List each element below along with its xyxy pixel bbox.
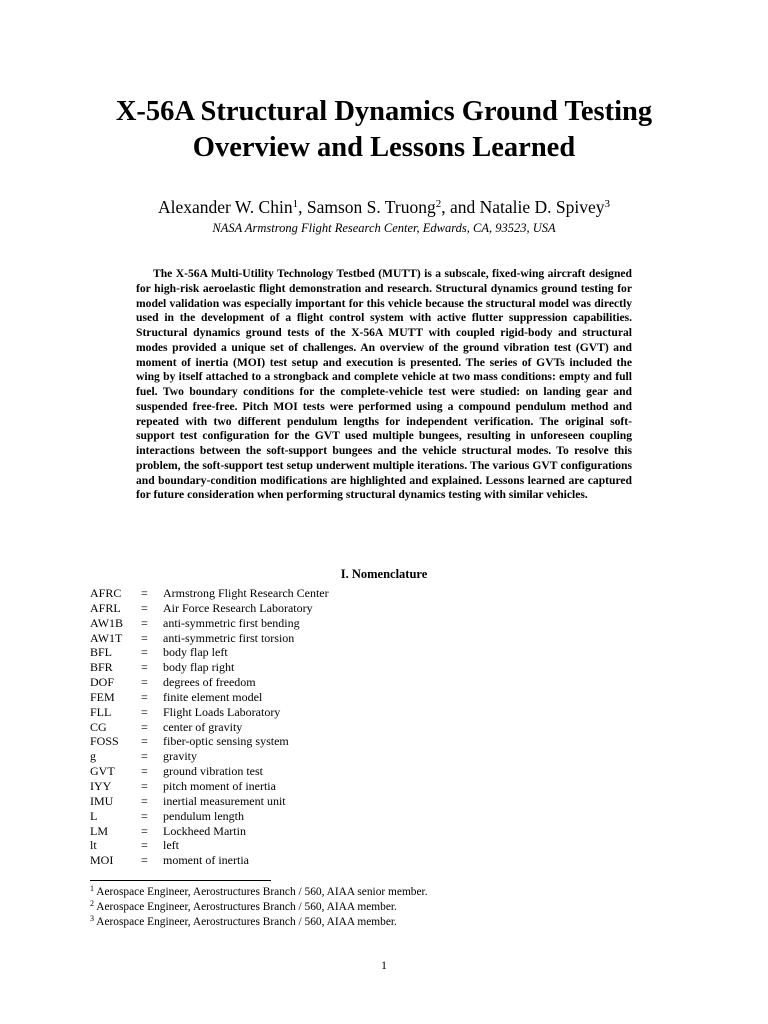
- nomenclature-row: [90, 645, 490, 660]
- nomenclature-list: [90, 586, 490, 868]
- nomenclature-definition: body flap left: [163, 645, 228, 660]
- nomenclature-equals: =: [141, 586, 148, 600]
- author-name: Natalie D. Spivey: [479, 197, 605, 217]
- footnote-mark: 3: [90, 914, 94, 923]
- nomenclature-row: [90, 779, 490, 794]
- nomenclature-abbreviation: GVT: [90, 764, 115, 779]
- nomenclature-definition: moment of inertia: [163, 853, 249, 868]
- nomenclature-definition: pitch moment of inertia: [163, 778, 276, 793]
- nomenclature-equals: =: [141, 645, 148, 660]
- nomenclature-equals: =: [141, 675, 148, 690]
- nomenclature-equals: =: [141, 689, 148, 704]
- nomenclature-row: [90, 601, 490, 616]
- nomenclature-equals: =: [141, 719, 148, 734]
- nomenclature-row: [90, 734, 490, 749]
- footnote: [90, 915, 590, 930]
- nomenclature-definition: anti-symmetric first torsion: [163, 630, 295, 645]
- nomenclature-definition: Lockheed Martin: [163, 823, 246, 838]
- nomenclature-abbreviation: DOF: [90, 675, 115, 690]
- nomenclature-row: [90, 749, 490, 764]
- section-heading-nomenclature: I. Nomenclature: [340, 567, 428, 581]
- nomenclature-definition: finite element model: [163, 689, 263, 704]
- author-affiliation: NASA Armstrong Flight Research Center, Edwards, CA, 93523, USA: [212, 221, 556, 235]
- abstract: The X-56A Multi-Utility Technology Testbed (MUTT) is a subscale, fixed-wing aircraft designed for high-risk aeroelastic flight demonstration and research. Structural dynamics ground testing for model validation was especially important for this vehicle because the structural model was directly used in the development of a flight control system with active flutter suppression capabilities. Structural dynamics ground tests of the X-56A MUTT with coupled rigid-body and structural modes provided a unique set of challenges. An overview of the ground vibration test (GVT) and moment of inertia (MOI) test setup and execution is presented. The series of GVTs included the wing by itself attached to a strongback and complete vehicle at two mass conditions: empty and full fuel. Two boundary conditions for the complete-vehicle test were studied: on landing gear and suspended free-free. Pitch MOI tests were performed using a compound pendulum method and repeated with two different pendulum lengths for independent verification. The original soft-support test configuration for the GVT used multiple bungees, resulting in unforeseen coupling interactions between the soft-support bungees and the vehicle structural modes. To resolve this problem, the soft-support test setup underwent multiple iterations. The various GVT configurations and boundary-condition modifications are highlighted and explained. Lessons learned are captured for future consideration when performing structural dynamics testing with similar vehicles.: [136, 267, 632, 502]
- nomenclature-equals: =: [141, 793, 148, 808]
- nomenclature-row: [90, 824, 490, 839]
- nomenclature-abbreviation: FEM: [90, 689, 115, 704]
- author-affiliation-mark: 1: [292, 198, 299, 210]
- author-name: Samson S. Truong: [306, 197, 436, 217]
- nomenclature-equals: =: [141, 734, 148, 749]
- nomenclature-abbreviation: IYY: [90, 778, 112, 793]
- author-separator: ,: [298, 197, 307, 217]
- nomenclature-equals: =: [141, 749, 148, 764]
- nomenclature-equals: =: [141, 764, 148, 779]
- nomenclature-abbreviation: FOSS: [90, 734, 119, 749]
- nomenclature-row: [90, 794, 490, 809]
- footnote-text: Aerospace Engineer, Aerostructures Branch / 560, AIAA member.: [94, 916, 397, 928]
- nomenclature-row: [90, 586, 490, 601]
- nomenclature-abbreviation: MOI: [90, 853, 114, 868]
- nomenclature-abbreviation: LM: [90, 823, 108, 838]
- nomenclature-definition: degrees of freedom: [163, 675, 256, 690]
- nomenclature-equals: =: [141, 630, 148, 645]
- footnote: [90, 900, 590, 915]
- author-separator: , and: [441, 197, 480, 217]
- nomenclature-row: [90, 616, 490, 631]
- nomenclature-equals: =: [141, 704, 148, 719]
- author-affiliation-mark: 2: [435, 198, 442, 210]
- nomenclature-abbreviation: L: [90, 808, 98, 823]
- nomenclature-abbreviation: IMU: [90, 793, 114, 808]
- nomenclature-definition: fiber-optic sensing system: [163, 734, 289, 749]
- nomenclature-row: [90, 720, 490, 735]
- nomenclature-definition: Air Force Research Laboratory: [163, 600, 313, 615]
- nomenclature-abbreviation: BFR: [90, 660, 113, 675]
- nomenclature-abbreviation: g: [90, 749, 96, 764]
- nomenclature-abbreviation: AW1B: [90, 615, 124, 630]
- footnote-mark: 2: [90, 899, 94, 908]
- nomenclature-row: [90, 631, 490, 646]
- footnote-text: Aerospace Engineer, Aerostructures Branch / 560, AIAA member.: [94, 901, 397, 913]
- page-number: 1: [381, 958, 387, 972]
- nomenclature-equals: =: [141, 853, 148, 868]
- nomenclature-definition: ground vibration test: [163, 764, 263, 779]
- paper-title: [60, 94, 708, 166]
- footnote-text: Aerospace Engineer, Aerostructures Branch / 560, AIAA senior member.: [94, 886, 428, 898]
- author-name: Alexander W. Chin: [157, 197, 293, 217]
- nomenclature-definition: pendulum length: [163, 808, 244, 823]
- nomenclature-equals: =: [141, 838, 148, 853]
- nomenclature-row: [90, 690, 490, 705]
- nomenclature-definition: anti-symmetric first bending: [163, 615, 300, 630]
- nomenclature-definition: Armstrong Flight Research Center: [163, 586, 329, 600]
- footnote: [90, 885, 590, 900]
- nomenclature-abbreviation: AW1T: [90, 630, 123, 645]
- footnote-mark: 1: [90, 884, 94, 893]
- nomenclature-row: [90, 838, 490, 853]
- nomenclature-definition: gravity: [163, 749, 197, 764]
- nomenclature-abbreviation: BFL: [90, 645, 113, 660]
- nomenclature-abbreviation: FLL: [90, 704, 112, 719]
- footnote-divider: [90, 880, 271, 881]
- nomenclature-equals: =: [141, 615, 148, 630]
- nomenclature-row: [90, 705, 490, 720]
- nomenclature-definition: body flap right: [163, 660, 235, 675]
- nomenclature-equals: =: [141, 778, 148, 793]
- nomenclature-equals: =: [141, 823, 148, 838]
- nomenclature-row: [90, 809, 490, 824]
- nomenclature-equals: =: [141, 808, 148, 823]
- nomenclature-definition: Flight Loads Laboratory: [163, 704, 281, 719]
- nomenclature-row: [90, 764, 490, 779]
- nomenclature-abbreviation: CG: [90, 719, 107, 734]
- nomenclature-definition: inertial measurement unit: [163, 793, 286, 808]
- nomenclature-equals: =: [141, 600, 148, 615]
- author-list: [40, 196, 728, 218]
- nomenclature-abbreviation: lt: [90, 838, 97, 853]
- nomenclature-row: [90, 675, 490, 690]
- nomenclature-definition: left: [163, 838, 179, 853]
- nomenclature-definition: center of gravity: [163, 719, 243, 734]
- title-line-1: X-56A Structural Dynamics Ground Testing: [115, 96, 653, 127]
- author-affiliation-mark: 3: [604, 198, 611, 210]
- nomenclature-row: [90, 853, 490, 868]
- nomenclature-abbreviation: AFRC: [90, 586, 122, 600]
- footnote-list: [90, 885, 590, 930]
- nomenclature-equals: =: [141, 660, 148, 675]
- nomenclature-row: [90, 660, 490, 675]
- title-line-2: Overview and Lessons Learned: [192, 132, 576, 163]
- nomenclature-abbreviation: AFRL: [90, 600, 121, 615]
